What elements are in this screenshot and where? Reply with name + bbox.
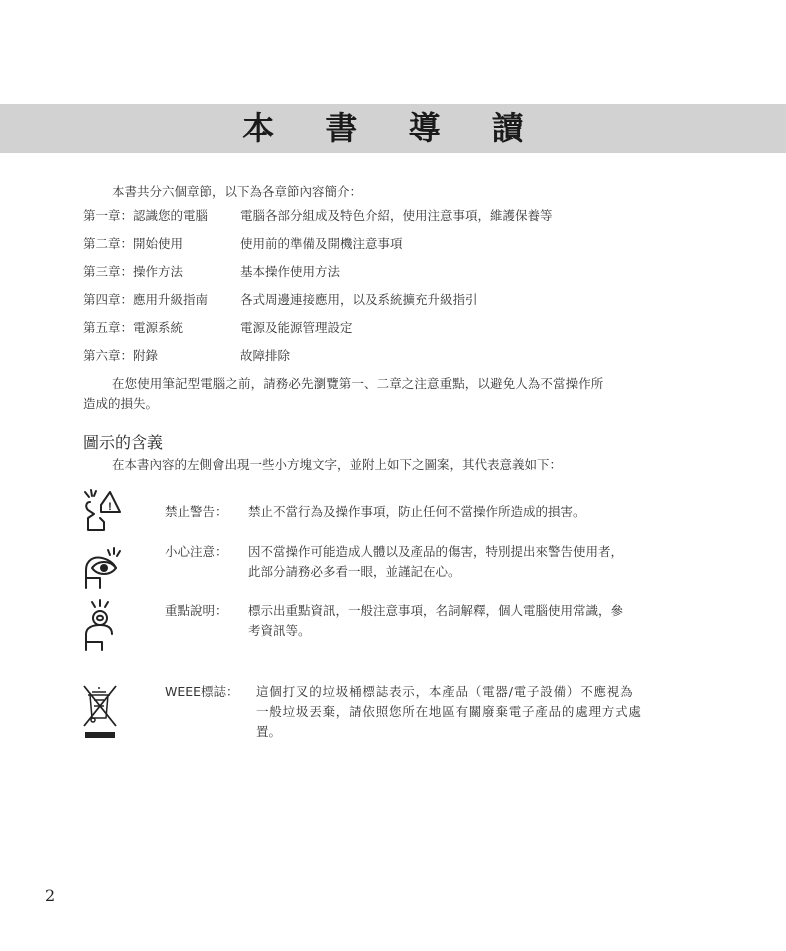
legend-desc: 因不當操作可能造成人體以及產品的傷害，特別提出來警告使用者，: [248, 544, 624, 559]
chapter-label: 第三章：操作方法: [83, 264, 184, 279]
eye-caution-icon: [82, 546, 124, 590]
legend-label: 禁止警告：: [165, 504, 228, 519]
legend-desc: 這個打叉的垃圾桶標誌表示，本產品（電器/電子設備）不應視為: [256, 684, 634, 699]
chapter-label: 第二章：開始使用: [83, 236, 184, 251]
weee-bin-icon: [82, 684, 118, 740]
legend-desc: 一般垃圾丟棄，請依照您所在地區有關廢棄電子產品的處理方式處: [256, 704, 642, 719]
chapter-label: 第五章：電源系統: [83, 320, 184, 335]
legend-label: 重點說明：: [165, 603, 228, 618]
chapter-desc: 基本操作使用方法: [240, 264, 341, 279]
chapter-desc: 各式周邊連接應用，以及系統擴充升級指引: [240, 292, 478, 307]
legend-desc: 置。: [256, 724, 282, 739]
chapter-desc: 電腦各部分組成及特色介紹，使用注意事項，維護保養等: [240, 208, 553, 223]
section-intro: 在本書內容的左側會出現一些小方塊文字，並附上如下之圖案，其代表意義如下：: [112, 457, 563, 472]
svg-text:!: !: [108, 501, 112, 513]
chapter-desc: 使用前的準備及開機注意事項: [240, 236, 403, 251]
notice-line: 造成的損失。: [83, 396, 159, 411]
legend-desc: 此部分請務必多看一眼，並謹記在心。: [248, 564, 461, 579]
legend-desc: 考資訊等。: [248, 623, 311, 638]
intro-text: 本書共分六個章節，以下為各章節內容簡介：: [112, 184, 363, 199]
warning-icon: [82, 488, 124, 532]
page-number: 2: [45, 886, 56, 905]
chapter-desc: 電源及能源管理設定: [240, 320, 353, 335]
section-title: 圖示的含義: [83, 433, 164, 452]
chapter-label: 第四章：應用升級指南: [83, 292, 209, 307]
chapter-desc: 故障排除: [240, 348, 291, 363]
legend-label: WEEE標誌：: [165, 684, 239, 699]
chapter-label: 第一章：認識您的電腦: [83, 208, 209, 223]
page-title: 本 書 導 讀: [242, 109, 544, 147]
legend-desc: 標示出重點資訊，一般注意事項，名詞解釋，個人電腦使用常識，參: [248, 603, 624, 618]
chapter-label: 第六章：附錄: [83, 348, 159, 363]
notice-line: 在您使用筆記型電腦之前，請務必先瀏覽第一、二章之注意重點，以避免人為不當操作所: [112, 376, 604, 391]
legend-label: 小心注意：: [165, 544, 228, 559]
lightbulb-icon: [82, 598, 124, 652]
legend-desc: 禁止不當行為及操作事項，防止任何不當操作所造成的損害。: [248, 504, 586, 519]
